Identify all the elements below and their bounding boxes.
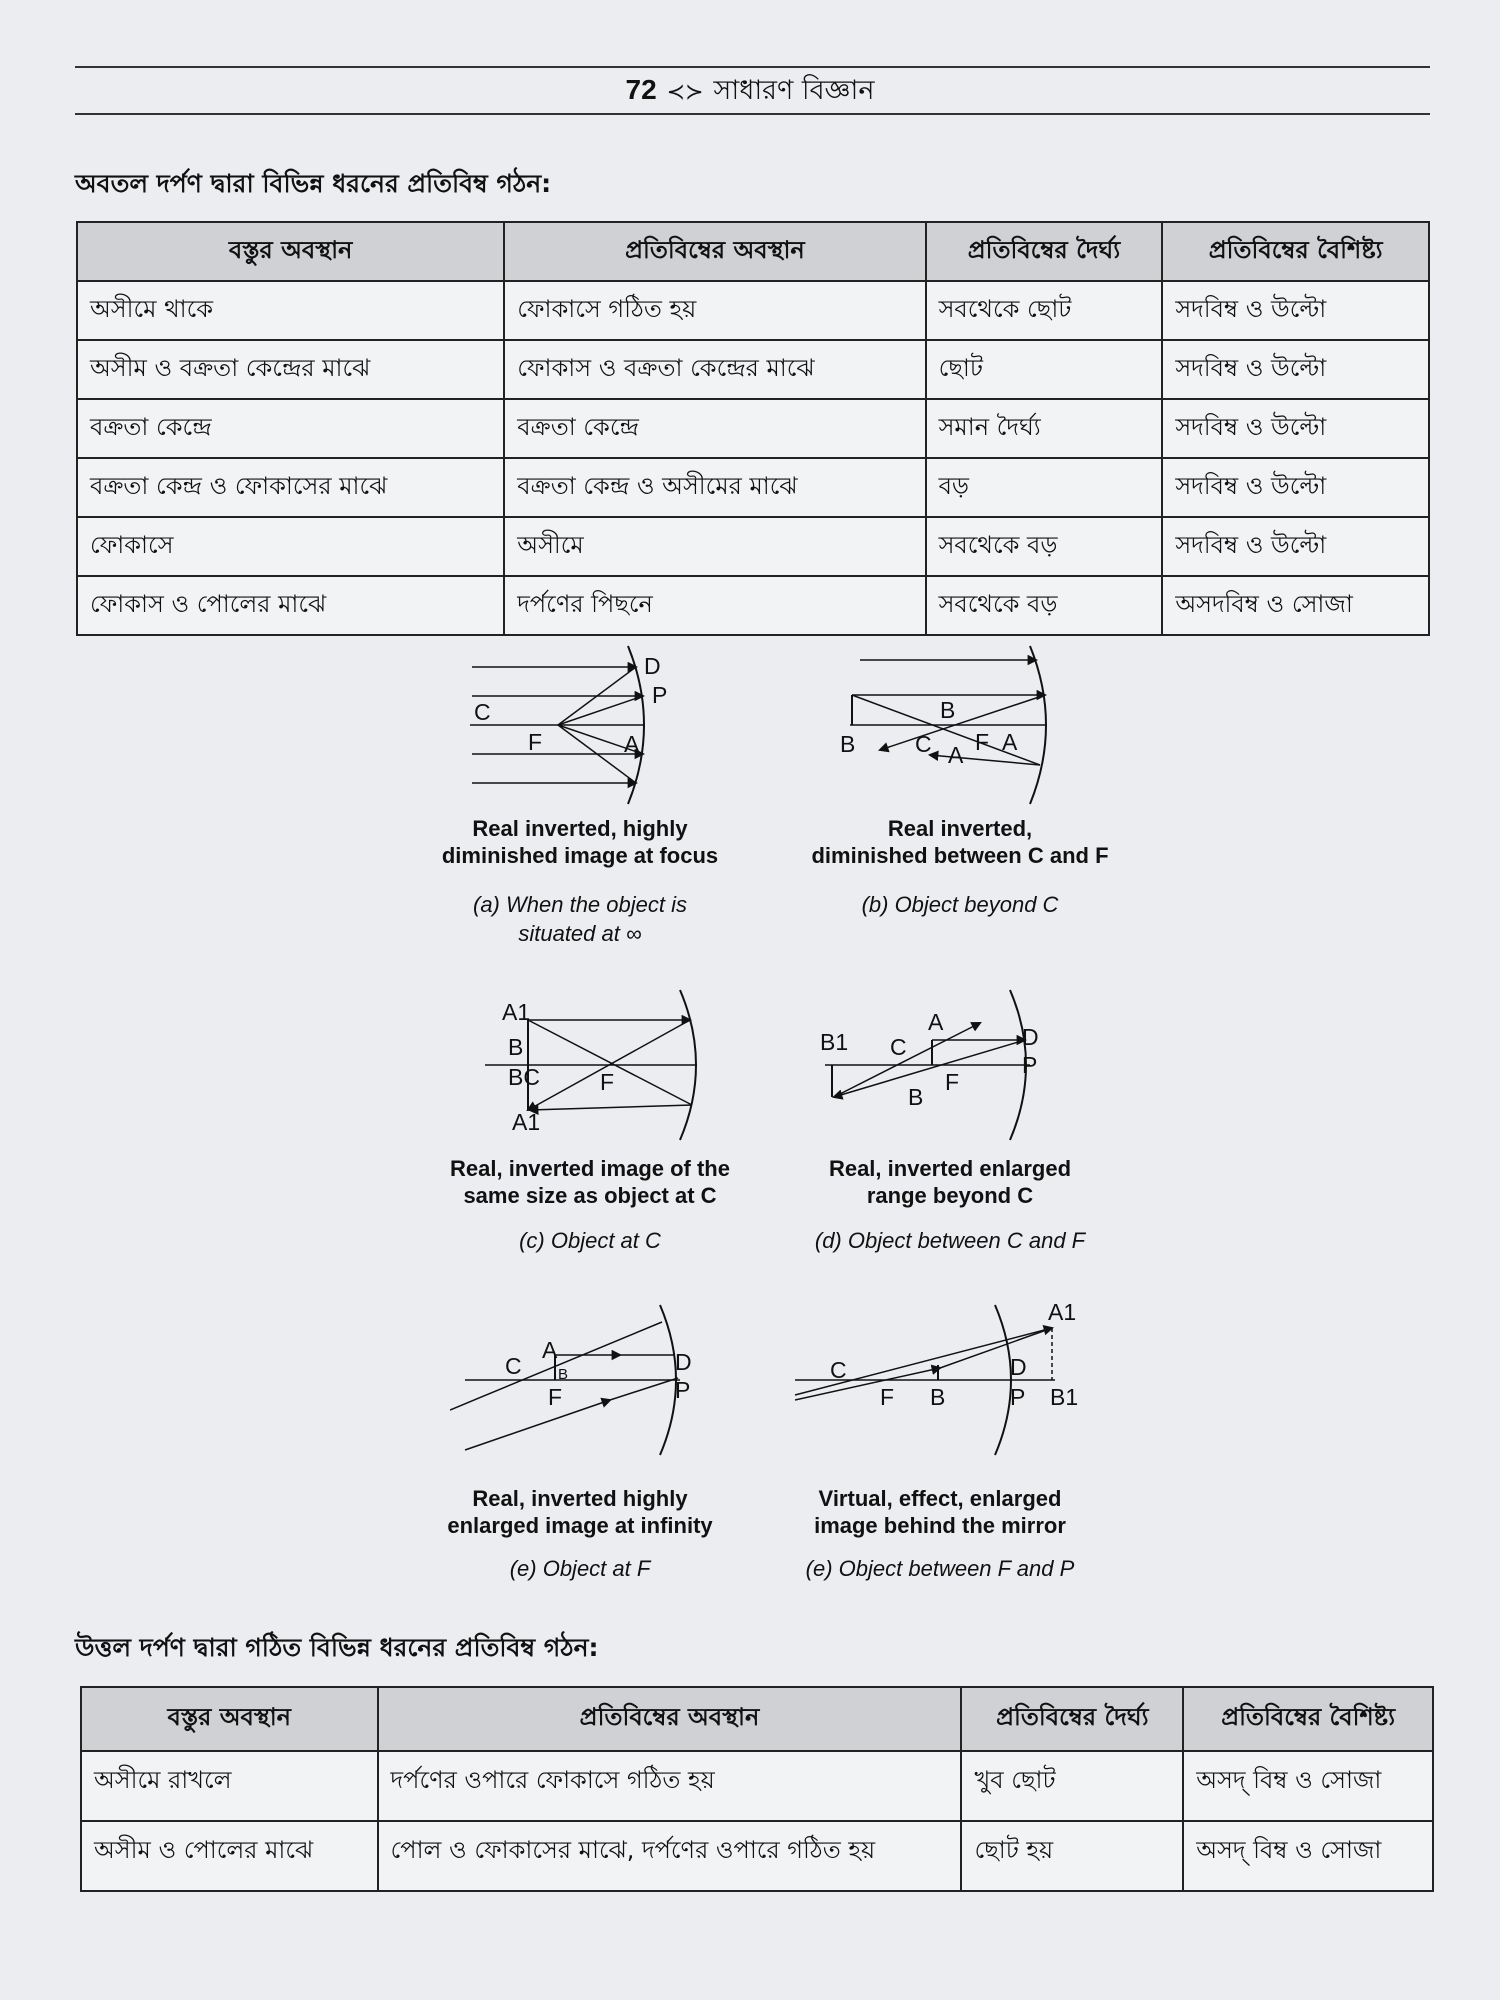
column-header: বস্তুর অবস্থান	[81, 1687, 378, 1751]
convex-mirror-table	[80, 1686, 1434, 1892]
label-b: B	[940, 697, 956, 723]
label-p: P	[675, 1377, 691, 1403]
label-b: B	[908, 1084, 924, 1110]
label-c: C	[830, 1357, 847, 1383]
label-p: P	[1022, 1052, 1038, 1078]
label-d: D	[675, 1349, 692, 1375]
subcaption-line: (b) Object beyond C	[861, 892, 1059, 917]
label-f: F	[945, 1069, 960, 1095]
label-a: A	[542, 1337, 558, 1363]
table-row	[77, 458, 1429, 517]
table-cell: অসদবিম্ব ও সোজা	[1162, 576, 1429, 635]
table-cell: অসীমে	[504, 517, 925, 576]
subcaption-line: (d) Object between C and F	[814, 1228, 1086, 1253]
label-f: F	[528, 729, 543, 755]
diagram-c	[480, 985, 720, 1145]
subcaption-c	[400, 1226, 780, 1255]
label-b: B	[930, 1384, 946, 1410]
table-cell: ছোট	[926, 340, 1163, 399]
diagram-d	[820, 985, 1080, 1145]
caption-line: diminished between C and F	[811, 843, 1109, 868]
subcaption-line: (c) Object at C	[519, 1228, 661, 1253]
table-row	[81, 1751, 1433, 1821]
table-cell: বক্রতা কেন্দ্রে	[77, 399, 504, 458]
diagram-b	[840, 640, 1080, 810]
caption-b	[760, 815, 1160, 869]
concave-mirror-table	[76, 221, 1430, 636]
diagram-f	[790, 1300, 1090, 1460]
label-p: P	[652, 682, 668, 708]
table-cell: অসীমে রাখলে	[81, 1751, 378, 1821]
label-b: B	[558, 1366, 569, 1383]
table-cell: অসদ্ বিম্ব ও সোজা	[1183, 1751, 1433, 1821]
column-header: বস্তুর অবস্থান	[77, 222, 504, 281]
label-a-image: A	[948, 742, 964, 768]
label-f: F	[600, 1069, 615, 1095]
header-rule-top	[75, 66, 1430, 68]
caption-line: Real, inverted highly	[472, 1486, 688, 1511]
label-a1-bottom: A1	[512, 1109, 541, 1135]
caption-line: Real inverted,	[887, 816, 1033, 841]
column-header: প্রতিবিম্বের বৈশিষ্ট্য	[1162, 222, 1429, 281]
subcaption-line: (e) Object at F	[509, 1556, 651, 1581]
caption-f	[750, 1485, 1130, 1539]
table-cell: বক্রতা কেন্দ্র ও ফোকাসের মাঝে	[77, 458, 504, 517]
column-header: প্রতিবিম্বের দৈর্ঘ্য	[926, 222, 1163, 281]
label-f: F	[548, 1384, 563, 1410]
book-title: সাধারণ বিজ্ঞান	[713, 75, 875, 106]
diagram-e	[450, 1300, 710, 1460]
table-row	[77, 576, 1429, 635]
header-rule-bottom	[75, 113, 1430, 115]
label-b-object: B	[840, 731, 856, 757]
label-f: F	[975, 729, 990, 755]
caption-line: range beyond C	[866, 1183, 1034, 1208]
label-b: B	[508, 1034, 524, 1060]
subcaption-line: (a) When the object is	[473, 892, 687, 917]
table-cell: সবথেকে বড়	[926, 576, 1163, 635]
table-row	[77, 399, 1429, 458]
label-c: C	[474, 699, 491, 725]
caption-line: Virtual, effect, enlarged	[818, 1486, 1062, 1511]
caption-line: Real, inverted image of the	[450, 1156, 730, 1181]
table-cell: সদবিম্ব ও উল্টো	[1162, 517, 1429, 576]
label-a1: A1	[502, 999, 531, 1025]
label-b1: B1	[820, 1029, 849, 1055]
table-row	[77, 281, 1429, 340]
concave-section-heading: অবতল দর্পণ দ্বারা বিভিন্ন ধরনের প্রতিবিম্ব গঠন:	[75, 169, 552, 198]
label-f: F	[880, 1384, 895, 1410]
table-cell: বক্রতা কেন্দ্র ও অসীমের মাঝে	[504, 458, 925, 517]
table-cell: বড়	[926, 458, 1163, 517]
header-arrows-icon: ≺≻	[666, 80, 704, 105]
caption-c	[400, 1155, 780, 1209]
label-bc: BC	[508, 1064, 540, 1090]
caption-a	[380, 815, 780, 869]
column-header: প্রতিবিম্বের বৈশিষ্ট্য	[1183, 1687, 1433, 1751]
label-d: D	[1022, 1024, 1039, 1050]
caption-line: Real inverted, highly	[472, 816, 688, 841]
table-cell: অসীম ও পোলের মাঝে	[81, 1821, 378, 1891]
label-c: C	[890, 1034, 907, 1060]
label-c: C	[505, 1353, 522, 1379]
table-cell: অসীমে থাকে	[77, 281, 504, 340]
label-a: A	[928, 1009, 944, 1035]
label-c: C	[915, 731, 932, 757]
subcaption-line: situated at ∞	[518, 921, 642, 946]
table-cell: সমান দৈর্ঘ্য	[926, 399, 1163, 458]
table-cell: বক্রতা কেন্দ্রে	[504, 399, 925, 458]
subcaption-e	[390, 1554, 770, 1583]
table-cell: সবথেকে ছোট	[926, 281, 1163, 340]
table-row	[77, 517, 1429, 576]
label-d: D	[644, 653, 661, 679]
column-header: প্রতিবিম্বের দৈর্ঘ্য	[961, 1687, 1183, 1751]
table-cell: দর্পণের পিছনে	[504, 576, 925, 635]
caption-line: enlarged image at infinity	[447, 1513, 713, 1538]
convex-section-heading: উত্তল দর্পণ দ্বারা গঠিত বিভিন্ন ধরনের প্রতিবিম্ব গঠন:	[75, 1633, 599, 1662]
label-a: A	[624, 731, 640, 757]
caption-line: same size as object at C	[463, 1183, 717, 1208]
table-cell: সদবিম্ব ও উল্টো	[1162, 458, 1429, 517]
subcaption-b	[760, 890, 1160, 919]
table-header-row	[77, 222, 1429, 281]
label-a: A	[1002, 729, 1018, 755]
table-cell: সদবিম্ব ও উল্টো	[1162, 281, 1429, 340]
subcaption-a	[380, 890, 780, 948]
table-row	[81, 1821, 1433, 1891]
page-header	[0, 70, 1500, 115]
page-number: 72	[625, 74, 657, 105]
label-b1: B1	[1050, 1384, 1079, 1410]
diagram-a	[460, 640, 700, 810]
table-header-row	[81, 1687, 1433, 1751]
table-cell: সবথেকে বড়	[926, 517, 1163, 576]
table-cell: ফোকাস ও পোলের মাঝে	[77, 576, 504, 635]
table-cell: ফোকাসে গঠিত হয়	[504, 281, 925, 340]
label-p: P	[1010, 1384, 1026, 1410]
table-cell: ফোকাস ও বক্রতা কেন্দ্রের মাঝে	[504, 340, 925, 399]
column-header: প্রতিবিম্বের অবস্থান	[504, 222, 925, 281]
caption-line: image behind the mirror	[814, 1513, 1066, 1538]
subcaption-f	[740, 1554, 1140, 1583]
caption-line: Real, inverted enlarged	[828, 1156, 1072, 1181]
table-cell: পোল ও ফোকাসের মাঝে, দর্পণের ওপারে গঠিত হয়	[378, 1821, 962, 1891]
table-cell: দর্পণের ওপারে ফোকাসে গঠিত হয়	[378, 1751, 962, 1821]
table-cell: ছোট হয়	[961, 1821, 1183, 1891]
table-row	[77, 340, 1429, 399]
table-cell: ফোকাসে	[77, 517, 504, 576]
table-cell: অসদ্ বিম্ব ও সোজা	[1183, 1821, 1433, 1891]
label-a1: A1	[1048, 1300, 1077, 1325]
caption-d	[760, 1155, 1140, 1209]
subcaption-d	[740, 1226, 1160, 1255]
label-d: D	[1010, 1354, 1027, 1380]
column-header: প্রতিবিম্বের অবস্থান	[378, 1687, 962, 1751]
table-cell: খুব ছোট	[961, 1751, 1183, 1821]
caption-line: diminished image at focus	[441, 843, 719, 868]
table-cell: সদবিম্ব ও উল্টো	[1162, 399, 1429, 458]
table-cell: অসীম ও বক্রতা কেন্দ্রের মাঝে	[77, 340, 504, 399]
caption-e	[390, 1485, 770, 1539]
subcaption-line: (e) Object between F and P	[805, 1556, 1075, 1581]
table-cell: সদবিম্ব ও উল্টো	[1162, 340, 1429, 399]
